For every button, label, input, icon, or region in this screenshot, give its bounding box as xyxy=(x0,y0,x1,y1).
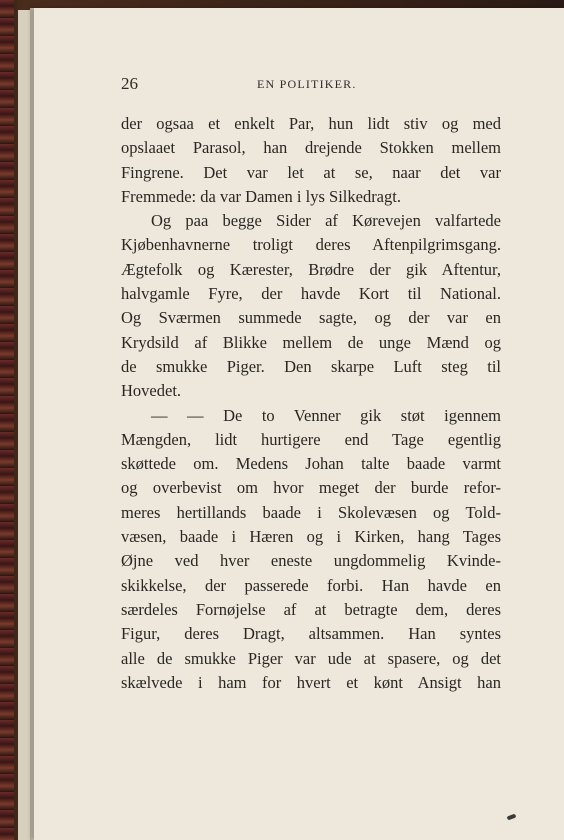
text-line: alle de smukke Piger var ude at spasere, og det xyxy=(121,648,501,668)
text-line: Krydsild af Blikke mellem de unge Mænd og xyxy=(121,332,501,352)
text-line: meres hertillands baade i Skolevæsen og Told- xyxy=(121,502,501,522)
text-line: — — De to Venner gik støt igennem xyxy=(151,405,501,425)
text-line: Hovedet. xyxy=(121,381,182,401)
text-line: skælvede i ham for hvert et kønt Ansigt han xyxy=(121,672,501,692)
text-line: Fremmede: da var Damen i lys Silkedragt. xyxy=(121,186,401,206)
text-line: Ægtefolk og Kærester, Brødre der gik Aftentur, xyxy=(121,259,501,279)
text-line: der ogsaa et enkelt Par, hun lidt stiv og med xyxy=(121,114,501,133)
book-binding-edge xyxy=(0,0,14,840)
text-line: og overbevist om hvor meget der burde refor- xyxy=(121,478,501,498)
text-line: Og Sværmen summede sagte, og der var en xyxy=(121,308,501,328)
text-line: Øjne ved hver eneste ungdommelig Kvinde- xyxy=(121,551,501,571)
running-title: EN POLITIKER. xyxy=(257,77,357,91)
text-line: skøttede om. Medens Johan talte baade varmt xyxy=(121,454,501,474)
text-line: særdeles Fornøjelse af at betragte dem, deres xyxy=(121,599,501,619)
text-line: halvgamle Fyre, der havde Kort til National. xyxy=(121,284,501,304)
text-line: Figur, deres Dragt, altsammen. Han syntes xyxy=(121,624,501,644)
text-line: væsen, baade i Hæren og i Kirken, hang Tages xyxy=(121,527,501,547)
text-line: Kjøbenhavnerne troligt deres Aftenpilgrimsgang. xyxy=(121,235,501,255)
body-text xyxy=(121,112,501,695)
text-line: opslaaet Parasol, han drejende Stokken mellem xyxy=(121,138,501,158)
text-line: Mængden, lidt hurtigere end Tage egentlig xyxy=(121,429,501,449)
page-number: 26 xyxy=(121,74,138,93)
running-head xyxy=(121,74,501,94)
text-line: Og paa begge Sider af Kørevejen valfartede xyxy=(151,211,501,231)
text-line: Fingrene. Det var let at se, naar det var xyxy=(121,162,501,182)
text-line: skikkelse, der passerede forbi. Han havde en xyxy=(121,575,501,595)
text-line: de smukke Piger. Den skarpe Luft steg til xyxy=(121,356,501,376)
